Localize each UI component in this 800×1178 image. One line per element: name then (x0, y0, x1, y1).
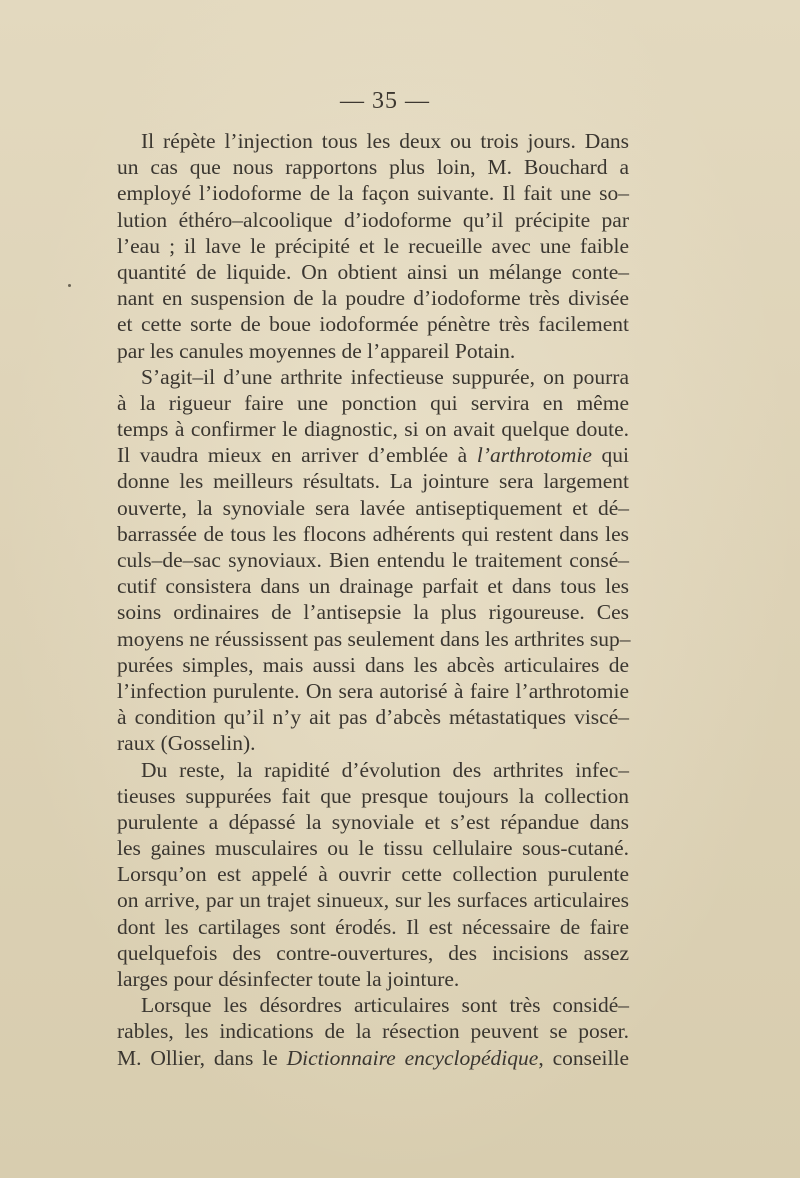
italic-title: l’arthrotomie (476, 443, 592, 468)
text-line: lution éthéro–alcoolique d’iodoforme qu’il précipite par (117, 207, 629, 232)
text-line: quantité de liquide. On obtient ainsi un mélange conte– (117, 259, 629, 284)
text-line: employé l’iodoforme de la façon suivante. Il fait une so– (117, 181, 629, 206)
body-text (117, 128, 629, 1071)
text-segment: Il vaudra mieux en arriver d’emblée à (117, 443, 477, 468)
text-segment: M. Ollier, dans le (117, 1045, 287, 1070)
text-line: un cas que nous rapportons plus loin, M. Bouchard a (117, 155, 629, 180)
text-line: à la rigueur faire une ponction qui servira en même (117, 390, 629, 415)
text-line: l’eau ; il lave le précipité et le recueille avec une faible (117, 233, 629, 258)
text-line: raux (Gosselin). (117, 731, 256, 756)
speck-mark (68, 284, 71, 287)
text-line: cutif consistera dans un drainage parfait et dans tous les (117, 574, 629, 599)
text-line: Du reste, la rapidité d’évolution des arthrites infec– (141, 757, 629, 782)
text-line: soins ordinaires de l’antisepsie la plus rigoureuse. Ces (117, 600, 629, 625)
text-line: rables, les indications de la résection peuvent se poser. (117, 1019, 629, 1044)
text-line: larges pour désinfecter toute la jointure. (117, 967, 460, 991)
text-line (117, 442, 629, 468)
text-line: et cette sorte de boue iodoformée pénètre très facilement (117, 312, 629, 337)
text-line: Lorsque les désordres articulaires sont très considé– (141, 993, 629, 1018)
text-line: nant en suspension de la poudre d’iodoforme très divisée (117, 286, 629, 311)
italic-title: Dictionnaire encyclopédique (286, 1045, 539, 1070)
text-line: on arrive, par un trajet sinueux, sur les surfaces articulaires (117, 888, 629, 913)
page-number: — 35 — (340, 88, 430, 114)
text-line: S’agit–il d’une arthrite infectieuse suppurée, on pourra (141, 364, 629, 389)
text-line: les gaines musculaires ou le tissu cellulaire sous-cutané. (117, 836, 629, 861)
text-line: ouverte, la synoviale sera lavée antiseptiquement et dé– (117, 495, 629, 520)
text-line: moyens ne réussissent pas seulement dans les arthrites sup– (117, 626, 631, 651)
text-line: donne les meilleurs résultats. La jointure sera largement (117, 469, 629, 494)
text-line: l’infection purulente. On sera autorisé à faire l’arthrotomie (117, 678, 629, 703)
text-line: Il répète l’injection tous les deux ou trois jours. Dans (141, 129, 629, 153)
text-segment: qui (591, 443, 629, 468)
text-line: par les canules moyennes de l’appareil Potain. (117, 338, 516, 363)
text-line: purées simples, mais aussi dans les abcès articulaires de (117, 652, 629, 677)
text-line: à condition qu’il n’y ait pas d’abcès métastatiques viscé– (117, 705, 629, 730)
text-line: dont les cartilages sont érodés. Il est nécessaire de faire (117, 914, 629, 939)
text-line: purulente a dépassé la synoviale et s’est répandue dans (117, 809, 629, 834)
text-line (117, 1045, 629, 1071)
text-line: temps à confirmer le diagnostic, si on avait quelque doute. (117, 417, 629, 442)
text-line: culs–de–sac synoviaux. Bien entendu le traitement consé– (117, 548, 629, 572)
text-line: quelquefois des contre-ouvertures, des incisions assez (117, 940, 629, 965)
text-line: tieuses suppurées fait que presque toujours la collection (117, 783, 629, 808)
text-line: Lorsqu’on est appelé à ouvrir cette collection purulente (117, 862, 629, 887)
text-line: barrassée de tous les flocons adhérents qui restent dans les (117, 521, 629, 546)
text-segment: , conseille (538, 1045, 629, 1070)
